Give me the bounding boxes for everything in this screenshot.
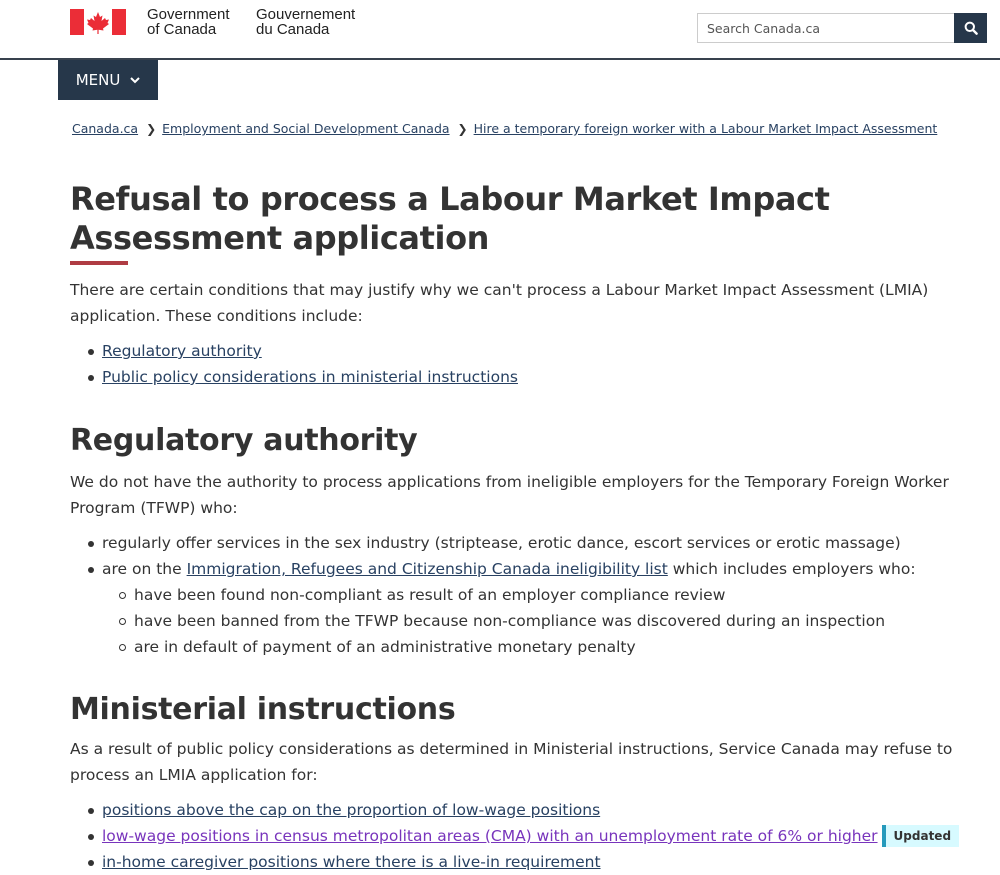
list-item	[70, 849, 995, 875]
sub-list-item: are in default of payment of an administrative monetary penalty	[102, 634, 995, 660]
page-title: Refusal to process a Labour Market Impact Assessment application	[70, 180, 830, 257]
search-button[interactable]	[954, 13, 987, 43]
list-item	[70, 364, 995, 390]
list-item-suffix: which includes employers who:	[667, 560, 916, 578]
breadcrumb-link-hire-tfw[interactable]: Hire a temporary foreign worker with a Labour Market Impact Assessment	[473, 121, 938, 136]
toc-list	[70, 338, 995, 390]
signature-fr-line1: Gouvernement	[256, 6, 356, 23]
list-item: regularly offer services in the sex industry (striptease, erotic dance, escort services or erotic massage)	[70, 530, 995, 556]
heading-ministerial-instructions: Ministerial instructions	[70, 692, 456, 727]
list-item	[70, 338, 995, 364]
menu-button[interactable]	[58, 60, 158, 100]
list-item-prefix: are on the	[102, 560, 187, 578]
ministerial-list	[70, 797, 995, 875]
sub-list-item: have been found non-compliant as result of an employer compliance review	[102, 582, 995, 608]
regulatory-paragraph: We do not have the authority to process applications from ineligible employers for the Temporary Foreign Worker Program (TFWP) who:	[70, 473, 949, 517]
ministerial-paragraph: As a result of public policy considerations as determined in Ministerial instructions, Service Canada may refuse to process an LMIA application for:	[70, 740, 953, 784]
breadcrumb-link-esdc[interactable]: Employment and Social Development Canada	[162, 121, 450, 136]
site-header	[0, 0, 1000, 60]
search-form	[697, 13, 987, 43]
signature-english[interactable]	[147, 7, 230, 37]
menu-label: MENU	[75, 71, 121, 89]
signature-french[interactable]	[256, 7, 355, 37]
chevron-right-icon: ❯	[457, 121, 468, 136]
link-cma-unemployment[interactable]: low-wage positions in census metropolitan areas (CMA) with an unemployment rate of 6% or higher	[102, 827, 878, 845]
sub-list	[102, 582, 995, 660]
ineligible-employers-list	[70, 530, 995, 660]
list-item	[70, 823, 995, 849]
link-low-wage-cap[interactable]: positions above the cap on the proportion of low-wage positions	[102, 801, 601, 819]
search-input[interactable]	[697, 13, 954, 43]
heading-regulatory-authority: Regulatory authority	[70, 423, 418, 458]
main-content	[70, 180, 995, 875]
link-in-home-caregiver[interactable]: in-home caregiver positions where there is a live-in requirement	[102, 853, 601, 871]
title-underline	[70, 261, 128, 265]
search-icon	[964, 21, 978, 35]
list-item	[70, 797, 995, 823]
signature-en-line1: Government	[147, 6, 230, 23]
breadcrumb-link-canada[interactable]: Canada.ca	[72, 121, 139, 136]
toc-link-ministerial[interactable]: Public policy considerations in ministerial instructions	[102, 368, 518, 386]
intro-paragraph: There are certain conditions that may justify why we can't process a Labour Market Impact Assessment (LMIA) application. These conditions include:	[70, 281, 929, 325]
list-item	[70, 556, 995, 660]
chevron-right-icon: ❯	[146, 121, 157, 136]
chevron-down-icon	[130, 77, 140, 84]
toc-link-regulatory[interactable]: Regulatory authority	[102, 342, 262, 360]
ircc-ineligibility-list-link[interactable]: Immigration, Refugees and Citizenship Canada ineligibility list	[186, 560, 668, 578]
breadcrumb	[72, 121, 937, 136]
canada-flag-icon	[70, 9, 126, 35]
updated-badge: Updated	[882, 825, 960, 847]
signature-en-line2: of Canada	[147, 21, 217, 38]
sub-list-item: have been banned from the TFWP because non-compliance was discovered during an inspection	[102, 608, 995, 634]
signature-fr-line2: du Canada	[256, 21, 330, 38]
